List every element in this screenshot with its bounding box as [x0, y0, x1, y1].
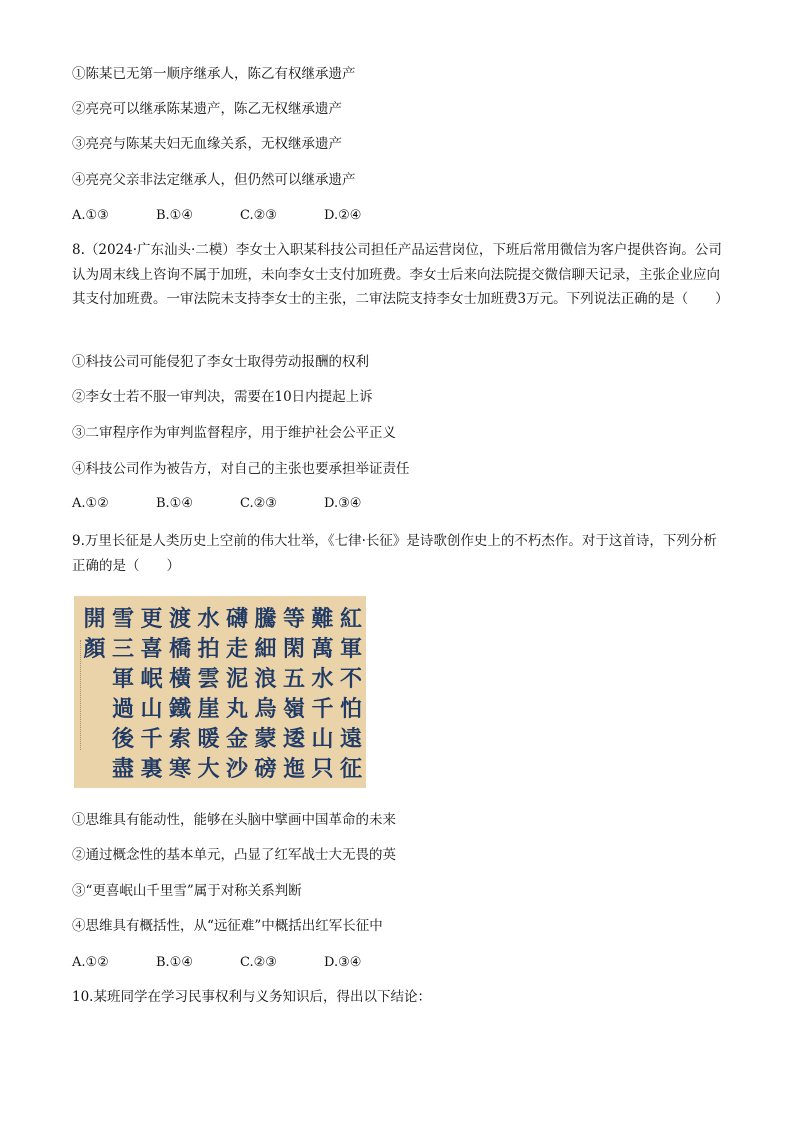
calligraphy-column	[194, 604, 224, 784]
calligraphy-char: 細	[254, 636, 277, 662]
calligraphy-char: 水	[197, 606, 220, 632]
calligraphy-column	[336, 604, 366, 784]
calligraphy-char: 礴	[225, 606, 248, 632]
calligraphy-text	[84, 604, 366, 784]
q9-option-3: ③“更喜岷山千里雪”属于对称关系判断	[72, 883, 302, 899]
calligraphy-char: 雲	[197, 666, 220, 692]
calligraphy-char: 喜	[140, 636, 163, 662]
calligraphy-column	[251, 604, 281, 784]
calligraphy-char: 渡	[168, 606, 191, 632]
calligraphy-image	[74, 596, 366, 788]
q7-option-1: ①陈某已无第一顺序继承人，陈乙有权继承遗产	[72, 66, 356, 82]
q7-option-3: ③亮亮与陈某夫妇无血缘关系，无权继承遗产	[72, 136, 342, 152]
q8-choices	[72, 494, 408, 514]
calligraphy-char: 橫	[168, 666, 191, 692]
q7-choice-d: D.②④	[324, 208, 362, 223]
calligraphy-char: 征	[339, 756, 362, 782]
calligraphy-char: 逶	[282, 726, 305, 752]
q7-option-4: ④亮亮父亲非法定继承人，但仍然可以继承遗产	[72, 172, 356, 188]
calligraphy-char: 鐵	[168, 696, 191, 722]
calligraphy-char: 三	[111, 636, 134, 662]
calligraphy-char: 丸	[225, 696, 248, 722]
calligraphy-char: 難	[311, 606, 334, 632]
q10-stem: 10.某班同学在学习民事权利与义务知识后，得出以下结论：	[72, 989, 431, 1005]
q9-choice-c: C.②③	[240, 955, 277, 970]
calligraphy-char: 後	[111, 726, 134, 752]
q8-choice-d: D.③④	[324, 496, 362, 511]
calligraphy-char: 裏	[140, 756, 163, 782]
calligraphy-column	[165, 604, 195, 784]
q8-choice-a: A.①②	[72, 496, 109, 511]
q9-option-1: ①思维具有能动性，能够在头脑中擘画中国革命的未来	[72, 812, 396, 828]
calligraphy-column	[137, 604, 167, 784]
calligraphy-char: 寒	[168, 756, 191, 782]
q8-option-4: ④科技公司作为被告方，对自己的主张也要承担举证责任	[72, 461, 410, 477]
calligraphy-char: 浪	[254, 666, 277, 692]
calligraphy-char: 五	[282, 666, 305, 692]
calligraphy-char: 軍	[111, 666, 134, 692]
calligraphy-char: 雪	[111, 606, 134, 632]
q8-choice-c: C.②③	[240, 496, 277, 511]
calligraphy-char: 金	[225, 726, 248, 752]
q9-option-4: ④思维具有概括性，从“远征难”中概括出红军长征中	[72, 918, 383, 934]
q9-choices	[72, 953, 408, 973]
calligraphy-char: 山	[311, 726, 334, 752]
calligraphy-char: 騰	[254, 606, 277, 632]
q8-choice-b: B.①④	[156, 496, 193, 511]
calligraphy-char: 開	[83, 606, 106, 632]
calligraphy-char: 走	[225, 636, 248, 662]
calligraphy-char: 山	[140, 696, 163, 722]
q7-choices	[72, 206, 408, 226]
q8-stem: 8.（2024·广东汕头·二模）李女士入职某科技公司担任产品运营岗位，下班后常用微信为客户提供咨询。公司认为周末线上咨询不属于加班，未向李女士支付加班费。李女士后来向法院提交微信聊天记录，主张企业应向其支付加班费。一审法院未支持李女士的主张，二审法院支持李女士加班费3万元。下列说法正确的是（ ）	[72, 242, 729, 307]
calligraphy-char: 遠	[339, 726, 362, 752]
calligraphy-char: 泥	[225, 666, 248, 692]
calligraphy-char: 萬	[311, 636, 334, 662]
calligraphy-char: 拍	[197, 636, 220, 662]
calligraphy-column	[80, 604, 110, 664]
calligraphy-column	[279, 604, 309, 784]
q7-choice-a: A.①③	[72, 208, 109, 223]
calligraphy-char: 過	[111, 696, 134, 722]
calligraphy-char: 岷	[140, 666, 163, 692]
calligraphy-char: 沙	[225, 756, 248, 782]
calligraphy-char: 烏	[254, 696, 277, 722]
calligraphy-column	[308, 604, 338, 784]
q7-choice-c: C.②③	[240, 208, 277, 223]
calligraphy-char: 千	[140, 726, 163, 752]
q9-stem: 9.万里长征是人类历史上空前的伟大壮举，《七律·长征》是诗歌创作史上的不朽杰作。对于这首诗，下列分析正确的是（ ）	[72, 533, 717, 574]
calligraphy-char: 橋	[168, 636, 191, 662]
calligraphy-char: 怕	[339, 696, 362, 722]
calligraphy-char: 盡	[111, 756, 134, 782]
q9-option-2: ②通过概念性的基本单元，凸显了红军战士大无畏的英	[72, 847, 396, 863]
calligraphy-char: 嶺	[282, 696, 305, 722]
calligraphy-char: 千	[311, 696, 334, 722]
calligraphy-column	[222, 604, 252, 784]
q8-option-3: ③二审程序作为审判监督程序，用于维护社会公平正义	[72, 425, 396, 441]
calligraphy-char: 大	[197, 756, 220, 782]
calligraphy-char: 只	[311, 756, 334, 782]
calligraphy-char: 軍	[339, 636, 362, 662]
q9-choice-d: D.③④	[324, 955, 362, 970]
q9-choice-a: A.①②	[72, 955, 109, 970]
calligraphy-char: 崖	[197, 696, 220, 722]
calligraphy-char: 迤	[282, 756, 305, 782]
calligraphy-char: 磅	[254, 756, 277, 782]
calligraphy-char: 暖	[197, 726, 220, 752]
calligraphy-char: 等	[282, 606, 305, 632]
calligraphy-char: 水	[311, 666, 334, 692]
calligraphy-column	[108, 604, 138, 784]
calligraphy-char: 閑	[282, 636, 305, 662]
q7-choice-b: B.①④	[156, 208, 193, 223]
q9-choice-b: B.①④	[156, 955, 193, 970]
calligraphy-char: 更	[140, 606, 163, 632]
calligraphy-char: 不	[339, 666, 362, 692]
calligraphy-char: 蒙	[254, 726, 277, 752]
q8-option-2: ②李女士若不服一审判决，需要在10日内提起上诉	[72, 389, 373, 405]
calligraphy-char: 索	[168, 726, 191, 752]
calligraphy-char: 紅	[339, 606, 362, 632]
calligraphy-char: 顏	[83, 636, 106, 662]
q7-option-2: ②亮亮可以继承陈某遗产，陈乙无权继承遗产	[72, 101, 342, 117]
q8-option-1: ①科技公司可能侵犯了李女士取得劳动报酬的权利	[72, 354, 369, 370]
